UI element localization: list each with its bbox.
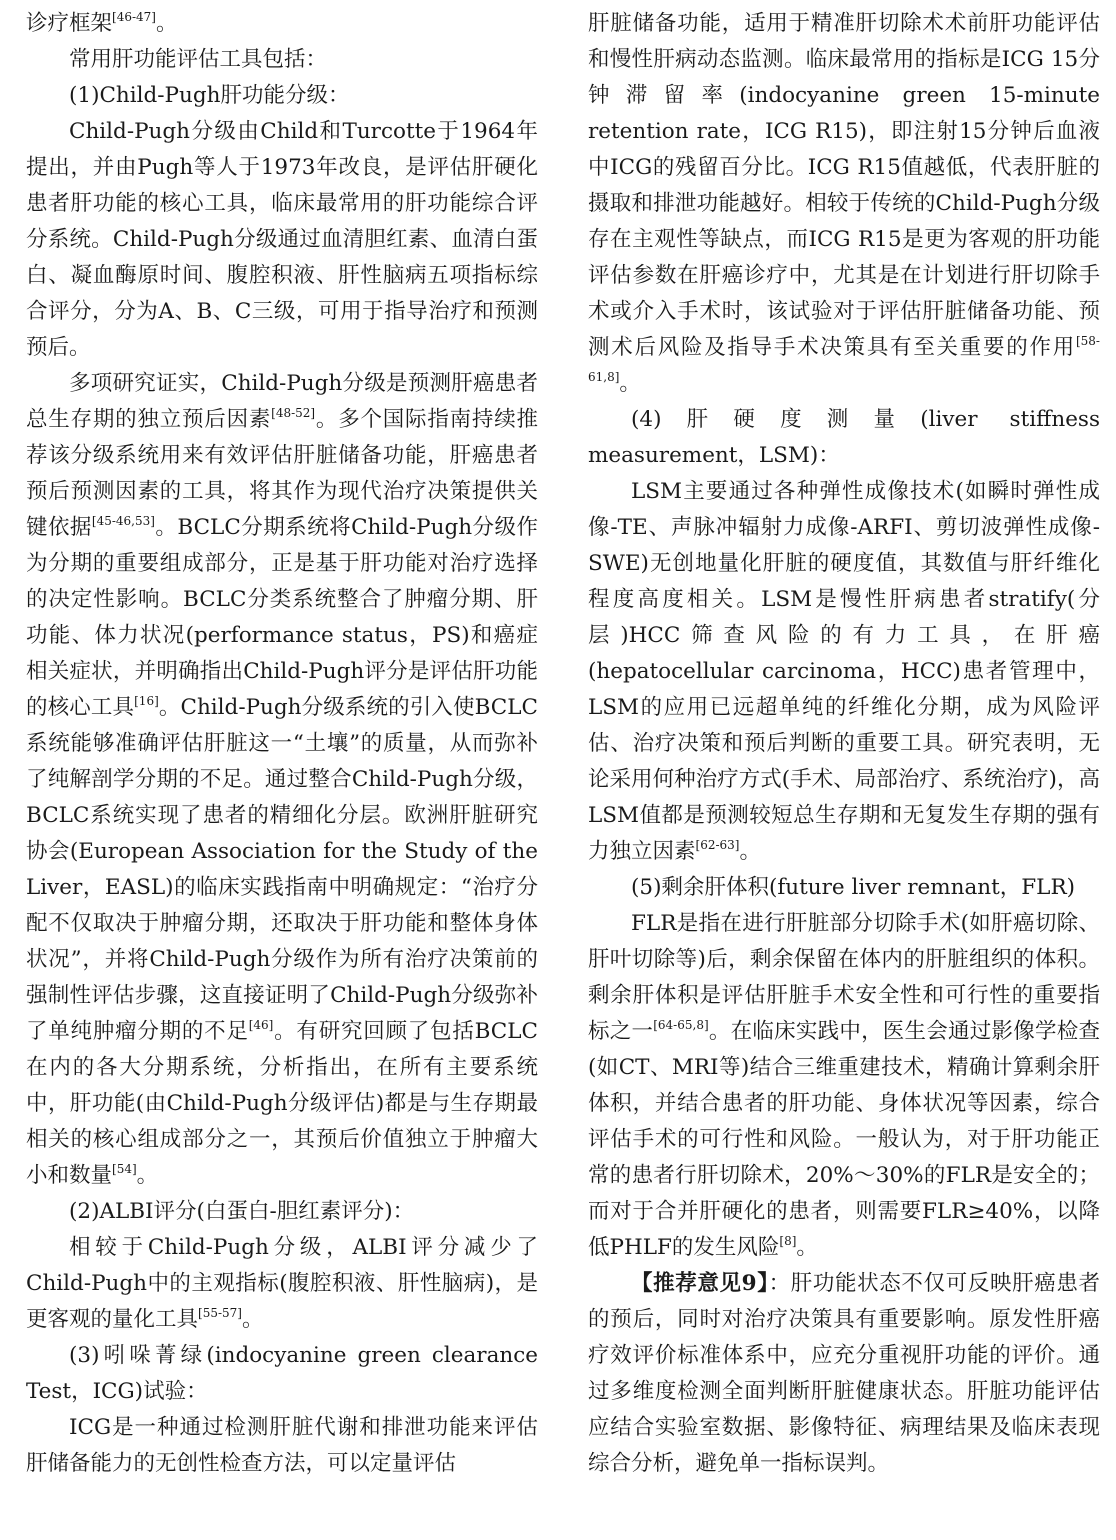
paragraph (588, 6, 1100, 402)
citation: [55-57] (198, 1306, 242, 1320)
paragraph-text: 。 (136, 1163, 159, 1188)
paragraph-text: 。有研究回顾了包括BCLC在内的各大分期系统，分析指出，在所有主要系统中，肝功能(由Child-Pugh分级评估)都是与生存期最相关的核心组成部分之一，其预后价值独立于肿瘤大小和数量 (26, 1019, 538, 1188)
citation: [58-61,8] (588, 334, 1100, 384)
paragraph-text: 。多个国际指南持续推荐该分级系统用来有效评估肝脏储备功能，肝癌患者预后预测因素的工具，将其作为现代治疗决策提供关键依据 (26, 407, 538, 540)
recommendation-paragraph (588, 1266, 1100, 1482)
paragraph-text: FLR是指在进行肝脏部分切除手术(如肝癌切除、肝叶切除等)后，剩余保留在体内的肝脏组织的体积。剩余肝体积是评估肝脏手术安全性和可行性的重要指标之一 (588, 911, 1100, 1044)
paragraph (588, 906, 1100, 1266)
paragraph: ICG是一种通过检测肝脏代谢和排泄功能来评估肝储备能力的无创性检查方法，可以定量评估 (26, 1415, 538, 1476)
section-heading: (5)剩余肝体积(future liver remnant，FLR) (631, 875, 1076, 900)
section-heading: (3)吲哚菁绿(indocyanine green clearance Test，ICG)试验： (26, 1343, 538, 1404)
paragraph-text: 。在临床实践中，医生会通过影像学检查(如CT、MRI等)结合三维重建技术，精确计算剩余肝体积，并结合患者的肝功能、身体状况等因素，综合评估手术的可行性和风险。一般认为，对于肝功能正常的患者行肝切除术，20%～30%的FLR是安全的；而对于合并肝硬化的患者，则需要FLR≥40%，以降低PHLF的发生风险 (588, 1019, 1100, 1260)
paragraph: Child-Pugh分级由Child和Turcotte于1964年提出，并由Pugh等人于1973年改良，是评估肝硬化患者肝功能的核心工具，临床最常用的肝功能综合评分系统。Child-Pugh分级通过血清胆红素、血清白蛋白、凝血酶原时间、腹腔积液、肝性脑病五项指标综合评分，分为A、B、C三级，可用于指导治疗和预测预后。 (26, 119, 538, 360)
citation: [48-52] (271, 406, 316, 420)
section-heading: (1)Child-Pugh肝功能分级： (69, 83, 350, 108)
section-heading: (2)ALBI评分(白蛋白-胆红素评分)： (69, 1199, 415, 1224)
paragraph-text: 。 (155, 11, 178, 36)
section-heading: (4)肝硬度测量(liver stiffness measurement，LSM)： (588, 407, 1100, 468)
paragraph-text: 。 (796, 1235, 818, 1260)
paragraph-text: 肝脏储备功能，适用于精准肝切除术术前肝功能评估和慢性肝病动态监测。临床最常用的指标是ICG 15分钟滞留率(indocyanine green 15-minute retention rate，ICG R15)，即注射15分钟后血液中ICG的残留百分比。ICG R15值越低，代表肝脏的摄取和排泄功能越好。相较于传统的Child-Pugh分级存在主观性等缺点，而ICG R15是更为客观的肝功能评估参数在肝癌诊疗中，尤其是在计划进行肝切除手术或介入手术时，该试验对于评估肝脏储备功能、预测术后风险及指导手术决策具有至关重要的作用 (588, 11, 1100, 360)
paragraph-text: 。 (739, 839, 761, 864)
paragraph-text: 相较于Child-Pugh分级，ALBI评分减少了Child-Pugh中的主观指标(腹腔积液、肝性脑病)，是更客观的量化工具 (26, 1235, 538, 1332)
paragraph (26, 6, 538, 42)
left-column (26, 6, 538, 1482)
citation: [45-46,53] (91, 514, 155, 528)
paragraph-text: 诊疗框架 (26, 11, 113, 36)
citation: [64-65,8] (653, 1018, 709, 1032)
paragraph-text: 。 (619, 371, 641, 396)
paragraph-text: ：肝功能状态不仅可反映肝癌患者的预后，同时对治疗决策具有重要影响。原发性肝癌疗效评价标准体系中，应充分重视肝功能的评价。通过多维度检测全面判断肝脏健康状态。肝脏功能评估应结合实验室数据、影像特征、病理结果及临床表现综合分析，避免单一指标误判。 (588, 1271, 1100, 1476)
citation: [8] (779, 1234, 797, 1248)
citation: [16] (134, 694, 159, 708)
paragraph-text: LSM主要通过各种弹性成像技术(如瞬时弹性成像-TE、声脉冲辐射力成像-ARFI、剪切波弹性成像-SWE)无创地量化肝脏的硬度值，其数值与肝纤维化程度高度相关。LSM是慢性肝病患者stratify(分层)HCC筛查风险的有力工具，在肝癌(hepatocellular carcinoma，HCC)患者管理中，LSM的应用已远超单纯的纤维化分期，成为风险评估、治疗决策和预后判断的重要工具。研究表明，无论采用何种治疗方式(手术、局部治疗、系统治疗)，高LSM值都是预测较短总生存期和无复发生存期的强有力独立因素 (588, 479, 1100, 864)
paragraph-text: 多项研究证实，Child-Pugh分级是预测肝癌患者总生存期的独立预后因素 (26, 371, 538, 432)
paragraph (588, 474, 1100, 870)
paragraph-text: 。 (241, 1307, 264, 1332)
recommendation-label: 【推荐意见9】 (631, 1271, 769, 1296)
right-column (588, 6, 1100, 1482)
paragraph-text: 。BCLC分期系统将Child-Pugh分级作为分期的重要组成部分，正是基于肝功能对治疗选择的决定性影响。BCLC分类系统整合了肿瘤分期、肝功能、体力状况(performance status，PS)和癌症相关症状，并明确指出Child-Pugh评分是评估肝功能的核心工具 (26, 515, 538, 720)
paragraph: 常用肝功能评估工具包括： (69, 47, 328, 72)
citation: [62-63] (695, 838, 740, 852)
citation: [46] (248, 1018, 274, 1032)
citation: [54] (112, 1162, 137, 1176)
paragraph-text: 。Child-Pugh分级系统的引入使BCLC系统能够准确评估肝脏这一“土壤”的质量，从而弥补了纯解剖学分期的不足。通过整合Child-Pugh分级，BCLC系统实现了患者的精细化分层。欧洲肝脏研究协会(European Association for the Study of the Liver，EASL)的临床实践指南中明确规定：“治疗分配不仅取决于肿瘤分期，还取决于肝功能和整体身体状况”，并将Child-Pugh分级作为所有治疗决策前的强制性评估步骤，这直接证明了Child-Pugh分级弥补了单纯肿瘤分期的不足 (26, 695, 538, 1044)
paragraph (26, 366, 538, 1194)
paragraph (26, 1230, 538, 1338)
citation: [46-47] (112, 10, 156, 24)
